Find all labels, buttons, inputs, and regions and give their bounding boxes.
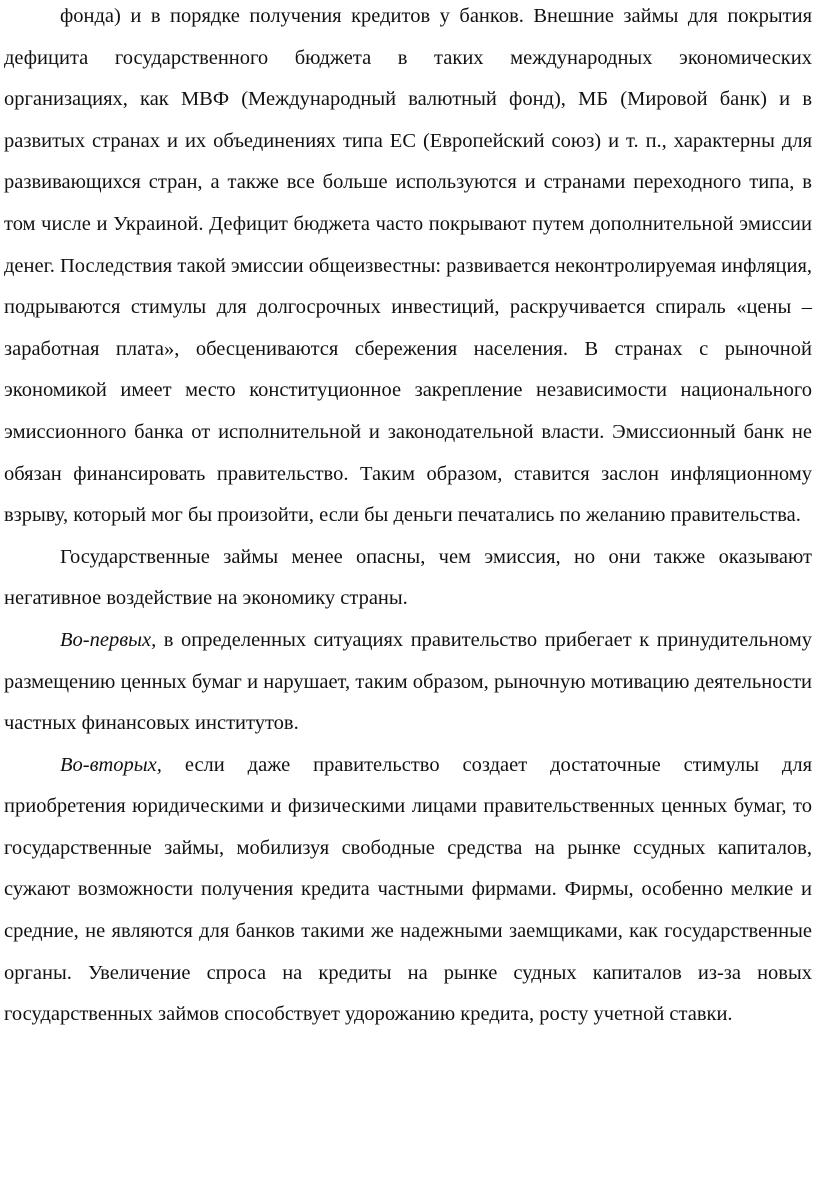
paragraph-text: фонда) и в порядке получения кредитов у банков. Внешние займы для покрытия дефицита государственного бюджета в таких международных экономических организациях, как МВФ (Международный валютный фонд), МБ (Мировой банк) и в развитых странах и их объединениях типа ЕС (Европейский союз) и т. п., характерны для развивающихся стран, а также все больше используются и странами переходного типа, в том числе и Украиной. Дефицит бюджета часто покрывают путем дополнительной эмиссии денег. Последствия такой эмиссии общеизвестны: развивается неконтролируемая инфляция, подрываются стимулы для долгосрочных инвестиций, раскручивается спираль «цены – заработная плата», обесцениваются сбережения населения. В странах с рыночной экономикой имеет место конституционное закрепление независимости национального эмиссионного банка от исполнительной и законодательной власти. Эмиссионный банк не обязан финансировать правительство. Таким образом, ставится заслон инфляционному взрыву, который мог бы произойти, если бы деньги печатались по желанию правительства.: [4, 5, 813, 527]
paragraph-text: Государственные займы менее опасны, чем эмиссия, но они также оказывают негативное воздействие на экономику страны.: [4, 545, 812, 610]
paragraph-state-loans: [4, 537, 812, 620]
paragraph-second-point: [4, 745, 812, 1036]
paragraph-lead: Во-вторых,: [60, 753, 162, 776]
paragraph-lead: Во-первых,: [60, 628, 157, 651]
paragraph-first-point: [4, 620, 812, 745]
paragraph-text: если даже правительство создает достаточные стимулы для приобретения юридическими и физическими лицами правительственных ценных бумаг, то государственные займы, мобилизуя свободные средства на рынке ссудных капиталов, сужают возможности получения кредита частными фирмами. Фирмы, особенно мелкие и средние, не являются для банков такими же надежными заемщиками, как государственные органы. Увеличение спроса на кредиты на рынке судных капиталов из-за новых государственных займов способствует удорожанию кредита, росту учетной ставки.: [4, 753, 812, 1026]
paragraph-budget-deficit: [4, 0, 812, 537]
paragraph-text: в определенных ситуациях правительство прибегает к принудительному размещению ценных бумаг и нарушает, таким образом, рыночную мотивацию деятельности частных финансовых институтов.: [4, 628, 812, 735]
